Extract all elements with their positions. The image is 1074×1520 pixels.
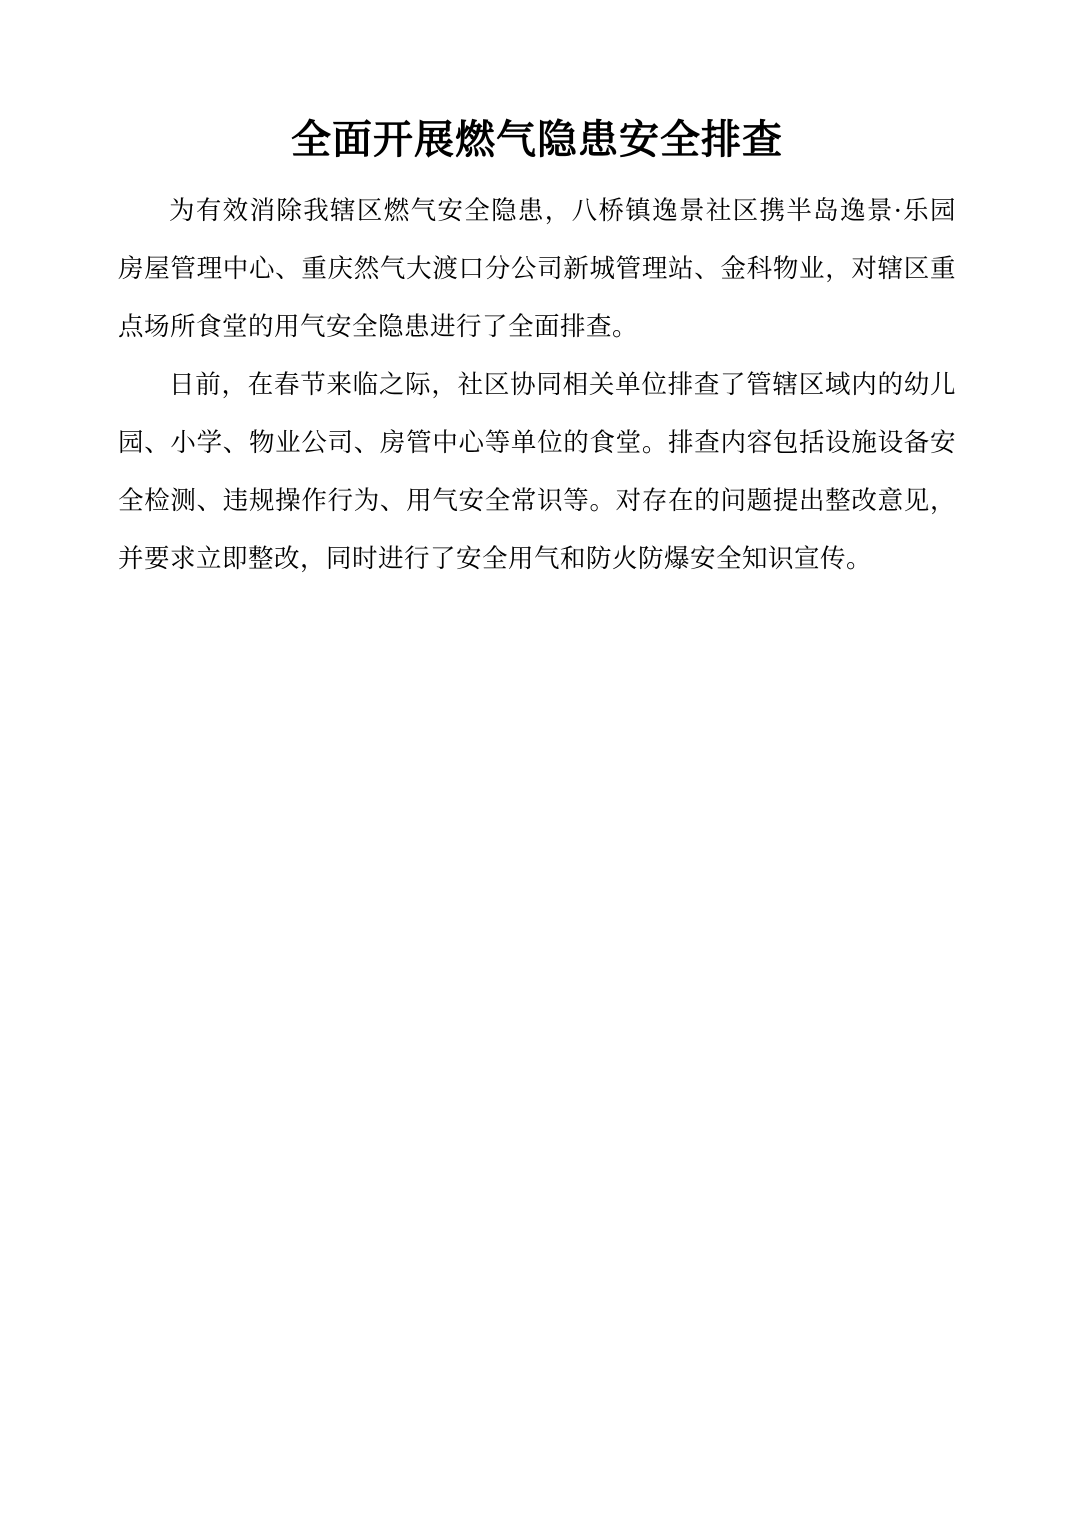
page-title: 全面开展燃气隐患安全排查 [291, 117, 783, 163]
body-paragraph: 日前，在春节来临之际，社区协同相关单位排查了管辖区域内的幼儿园、小学、物业公司、房管中心等单位的食堂。排查内容包括设施设备安全检测、违规操作行为、用气安全常识等。对存在的问题提出整改意见，并要求立即整改，同时进行了安全用气和防火防爆安全知识宣传。 [118, 370, 956, 574]
document-body [118, 182, 956, 588]
body-paragraph: 为有效消除我辖区燃气安全隐患，八桥镇逸景社区携半岛逸景·乐园房屋管理中心、重庆然气大渡口分公司新城管理站、金科物业，对辖区重点场所食堂的用气安全隐患进行了全面排查。 [118, 196, 956, 342]
